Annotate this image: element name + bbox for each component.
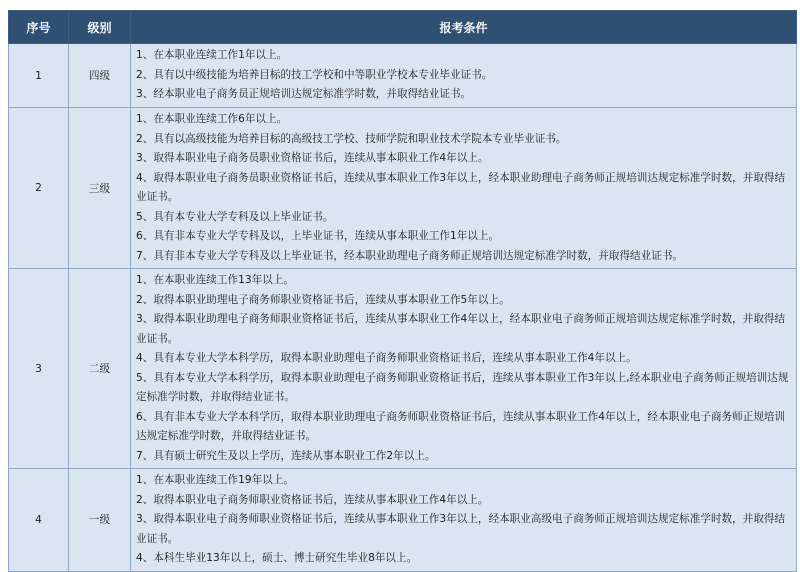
header-conditions: 报考条件 [131, 11, 797, 44]
exam-conditions-table-wrapper [8, 10, 796, 572]
condition-item: 7、具有非本专业大学专科及以上毕业证书，经本职业助理电子商务师正规培训达规定标准学时数，并取得结业证书。 [136, 249, 684, 262]
condition-item: 5、具有本专业大学本科学历，取得本职业助理电子商务师职业资格证书后，连续从事本职业工作3年以上,经本职业电子商务师正规培训达规定标准学时数，并取得结业证书。 [136, 371, 789, 403]
condition-item: 4、本科生毕业13年以上，硕士、博士研究生毕业8年以上。 [136, 552, 418, 564]
table-header-row [9, 11, 797, 44]
condition-item: 3、取得本职业电子商务师职业资格证书后，连续从事本职业工作3年以上，经本职业高级电子商务师正规培训达规定标准学时数，并取得结业证书。 [136, 513, 786, 545]
condition-item: 1、在本职业连续工作13年以上。 [136, 274, 294, 286]
condition-item: 1、在本职业连续工作19年以上。 [136, 474, 294, 486]
condition-item: 4、取得本职业电子商务员职业资格证书后，连续从事本职业工作3年以上，经本职业助理电子商务师正规培训达规定标准学时数，并取得结业证书。 [136, 171, 786, 203]
row-conditions [131, 108, 797, 269]
row-conditions [131, 469, 797, 572]
row-index: 3 [9, 269, 69, 469]
condition-item: 1、在本职业连续工作1年以上。 [136, 49, 288, 62]
condition-item: 2、具有以高级技能为培养目标的高级技工学校、技师学院和职业技术学院本专业毕业证书。 [136, 132, 567, 145]
header-index: 序号 [9, 11, 69, 44]
condition-item: 5、具有本专业大学专科及以上毕业证书。 [136, 210, 334, 223]
condition-item: 2、取得本职业助理电子商务师职业资格证书后，连续从事本职业工作5年以上。 [136, 293, 510, 306]
table-row [9, 269, 797, 469]
row-level: 二级 [69, 269, 131, 469]
condition-item: 2、取得本职业电子商务师职业资格证书后，连续从事本职业工作4年以上。 [136, 493, 489, 506]
condition-item: 3、经本职业电子商务员正规培训达规定标准学时数，并取得结业证书。 [136, 88, 472, 101]
row-conditions [131, 44, 797, 108]
row-level: 一级 [69, 469, 131, 572]
exam-conditions-table [8, 10, 797, 572]
condition-item: 4、具有本专业大学本科学历，取得本职业助理电子商务师职业资格证书后，连续从事本职业工作4年以上。 [136, 352, 637, 364]
condition-item: 3、取得本职业助理电子商务师职业资格证书后，连续从事本职业工作4年以上，经本职业电子商务师正规培训达规定标准学时数，并取得结业证书。 [136, 313, 786, 345]
row-conditions [131, 269, 797, 469]
condition-item: 6、具有非本专业大学专科及以，上毕业证书，连续从事本职业工作1年以上。 [136, 230, 500, 242]
row-index: 2 [9, 108, 69, 269]
condition-item: 6、具有非本专业大学本科学历，取得本职业助理电子商务师职业资格证书后，连续从事本职业工作4年以上，经本职业电子商务师正规培训达规定标准学时数，并取得结业证书。 [136, 410, 786, 442]
condition-item: 2、具有以中级技能为培养目标的技工学校和中等职业学校本专业毕业证书。 [136, 68, 493, 81]
table-row [9, 108, 797, 269]
table-row [9, 44, 797, 108]
condition-item: 7、具有硕士研究生及以上学历，连续从事本职业工作2年以上。 [136, 449, 436, 462]
condition-item: 1、在本职业连续工作6年以上。 [136, 113, 288, 125]
row-level: 四级 [69, 44, 131, 108]
header-level: 级别 [69, 11, 131, 44]
row-level: 三级 [69, 108, 131, 269]
condition-item: 3、取得本职业电子商务员职业资格证书后，连续从事本职业工作4年以上。 [136, 152, 489, 164]
row-index: 1 [9, 44, 69, 108]
row-index: 4 [9, 469, 69, 572]
table-row [9, 469, 797, 572]
